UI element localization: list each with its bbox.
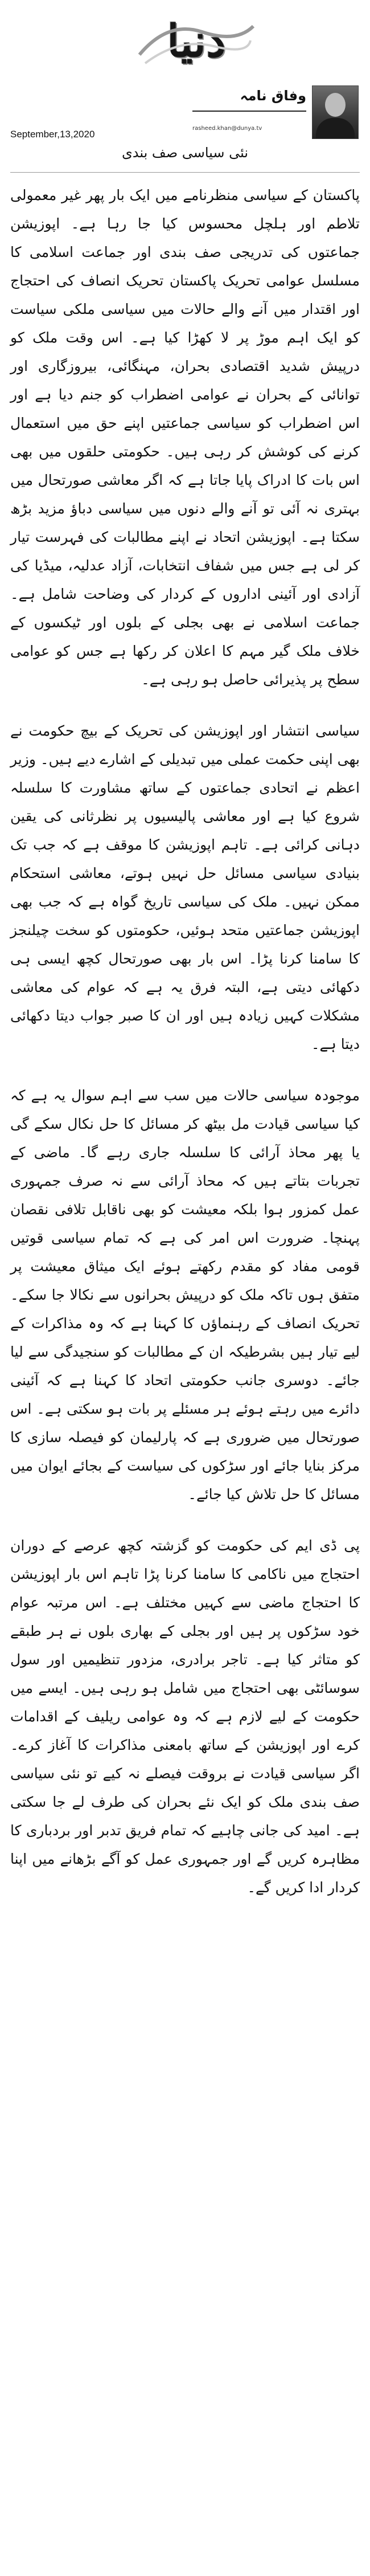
author-name: وفاق نامہ	[240, 88, 306, 104]
title-divider	[10, 172, 360, 173]
author-email[interactable]: rasheed.khan@dunya.tv	[192, 125, 262, 132]
article-paragraph: سیاسی انتشار اور اپوزیشن کی تحریک کے بیچ حکومت نے بھی اپنی حکمت عملی میں تبدیلی کے اشارے دیے ہیں۔ وزیر اعظم نے اتحادی جماعتوں کے ساتھ مشاورت کا سلسلہ شروع کیا ہے اور معاشی پالیسیوں پر نظرثانی کی یقین دہانی کرائی ہے۔ تاہم اپوزیشن کا موقف ہے کہ جب تک بنیادی سیاسی مسائل حل نہیں ہوتے، معاشی استحکام ممکن نہیں۔ ملک کی سیاسی تاریخ گواہ ہے کہ جب بھی اپوزیشن جماعتیں متحد ہوئیں، حکومتوں کو سخت چیلنجز کا سامنا کرنا پڑا۔ اس بار بھی صورتحال کچھ ایسی ہی دکھائی دیتی ہے، البتہ فرق یہ ہے کہ عوام کی معاشی مشکلات کہیں زیادہ ہیں اور ان کا صبر جواب دیتا دکھائی دیتا ہے۔	[10, 722, 360, 1052]
newspaper-logo[interactable]	[128, 5, 265, 77]
logo-text: دنیا	[167, 15, 226, 67]
author-block	[188, 85, 359, 148]
author-divider	[192, 111, 306, 112]
article-date: September,13,2020	[10, 129, 95, 140]
article-body	[10, 181, 360, 1925]
article-paragraph: پی ڈی ایم کی حکومت کو گزشتہ کچھ عرصے کے دوران احتجاج میں ناکامی کا سامنا کرنا پڑا تاہم اس بار اپوزیشن کا احتجاج ماضی سے کہیں مختلف ہے۔ اس مرتبہ عوام خود سڑکوں پر ہیں اور بجلی کے بھاری بلوں نے ہر طبقے کو متاثر کیا ہے۔ تاجر برادری، مزدور تنظیمیں اور سول سوسائٹی بھی احتجاج میں شامل ہو رہی ہیں۔ ایسے میں حکومت کے لیے لازم ہے کہ وہ عوامی ریلیف کے اقدامات کرے اور اپوزیشن کے ساتھ بامعنی مذاکرات کا آغاز کرے۔ اگر سیاسی قیادت نے بروقت فیصلے نہ کیے تو نئی سیاسی صف بندی ملک کو ایک نئے بحران کی طرف لے جا سکتی ہے۔ امید کی جانی چاہیے کہ تمام فریق تدبر اور بردباری کا مظاہرہ کریں گے اور جمہوری عمل کو آگے بڑھانے میں اپنا کردار ادا کریں گے۔	[10, 1537, 360, 1896]
logo-swoosh-icon	[134, 9, 259, 72]
article-title: نئی سیاسی صف بندی	[121, 145, 249, 161]
masthead	[11, 5, 359, 90]
article-paragraph: موجودہ سیاسی حالات میں سب سے اہم سوال یہ ہے کہ کیا سیاسی قیادت مل بیٹھ کر مسائل کا حل نکال سکے گی یا پھر محاذ آرائی کا سلسلہ جاری رہے گا۔ ماضی کے تجربات بتاتے ہیں کہ محاذ آرائی سے نہ صرف جمہوری عمل کمزور ہوا بلکہ معیشت کو بھی ناقابل تلافی نقصان پہنچا۔ ضرورت اس امر کی ہے کہ تمام سیاسی قوتیں قومی مفاد کو مقدم رکھتے ہوئے ایک میثاق معیشت پر متفق ہوں تاکہ ملک کو درپیش بحرانوں سے نکالا جا سکے۔ تحریک انصاف کے رہنماؤں کا کہنا ہے کہ وہ مذاکرات کے لیے تیار ہیں بشرطیکہ ان کے مطالبات کو سنجیدگی سے لیا جائے۔ دوسری جانب حکومتی اتحاد کا کہنا ہے کہ آئینی دائرے میں رہتے ہوئے ہر مسئلے پر بات ہو سکتی ہے۔ اس صورتحال میں ضروری ہے کہ پارلیمان کو فیصلہ سازی کا مرکز بنایا جائے اور سڑکوں کی سیاست کے بجائے ایوان میں مسائل کا حل تلاش کیا جائے۔	[10, 1087, 360, 1503]
author-photo	[312, 85, 359, 139]
article-paragraph: پاکستان کے سیاسی منظرنامے میں ایک بار پھر غیر معمولی تلاطم اور ہلچل محسوس کیا جا رہا ہے۔ اپوزیشن جماعتوں کی تدریجی صف بندی اور جماعت اسلامی کا مسلسل عوامی تحریک پاکستان تحریک انصاف کی احتجاج اور اقتدار میں آنے والے حالات میں سیاسی ملکی سیاست کو ایک اہم موڑ پر لا کھڑا کیا ہے۔ اس وقت ملک کو درپیش شدید اقتصادی بحران، مہنگائی، بیروزگاری اور توانائی کے بحران نے عوامی اضطراب کو جنم دیا ہے اور اس اضطراب کو سیاسی جماعتیں اپنے حق میں استعمال کرنے کی کوشش کر رہی ہیں۔ حکومتی حلقوں میں بھی اس بات کا ادراک پایا جاتا ہے کہ اگر معاشی صورتحال میں بہتری نہ آئی تو آنے والے دنوں میں سیاسی دباؤ مزید بڑھ سکتا ہے۔ اپوزیشن اتحاد نے اپنے مطالبات کی فہرست تیار کر لی ہے جس میں شفاف انتخابات، آزاد عدلیہ، میڈیا کی آزادی اور آئینی اداروں کے کردار کی وضاحت شامل ہے۔ جماعت اسلامی نے بھی بجلی کے بلوں اور ٹیکسوں کے خلاف ملک گیر مہم کا اعلان کر رکھا ہے جس کو عوامی سطح پر پذیرائی حاصل ہو رہی ہے۔	[10, 187, 360, 688]
